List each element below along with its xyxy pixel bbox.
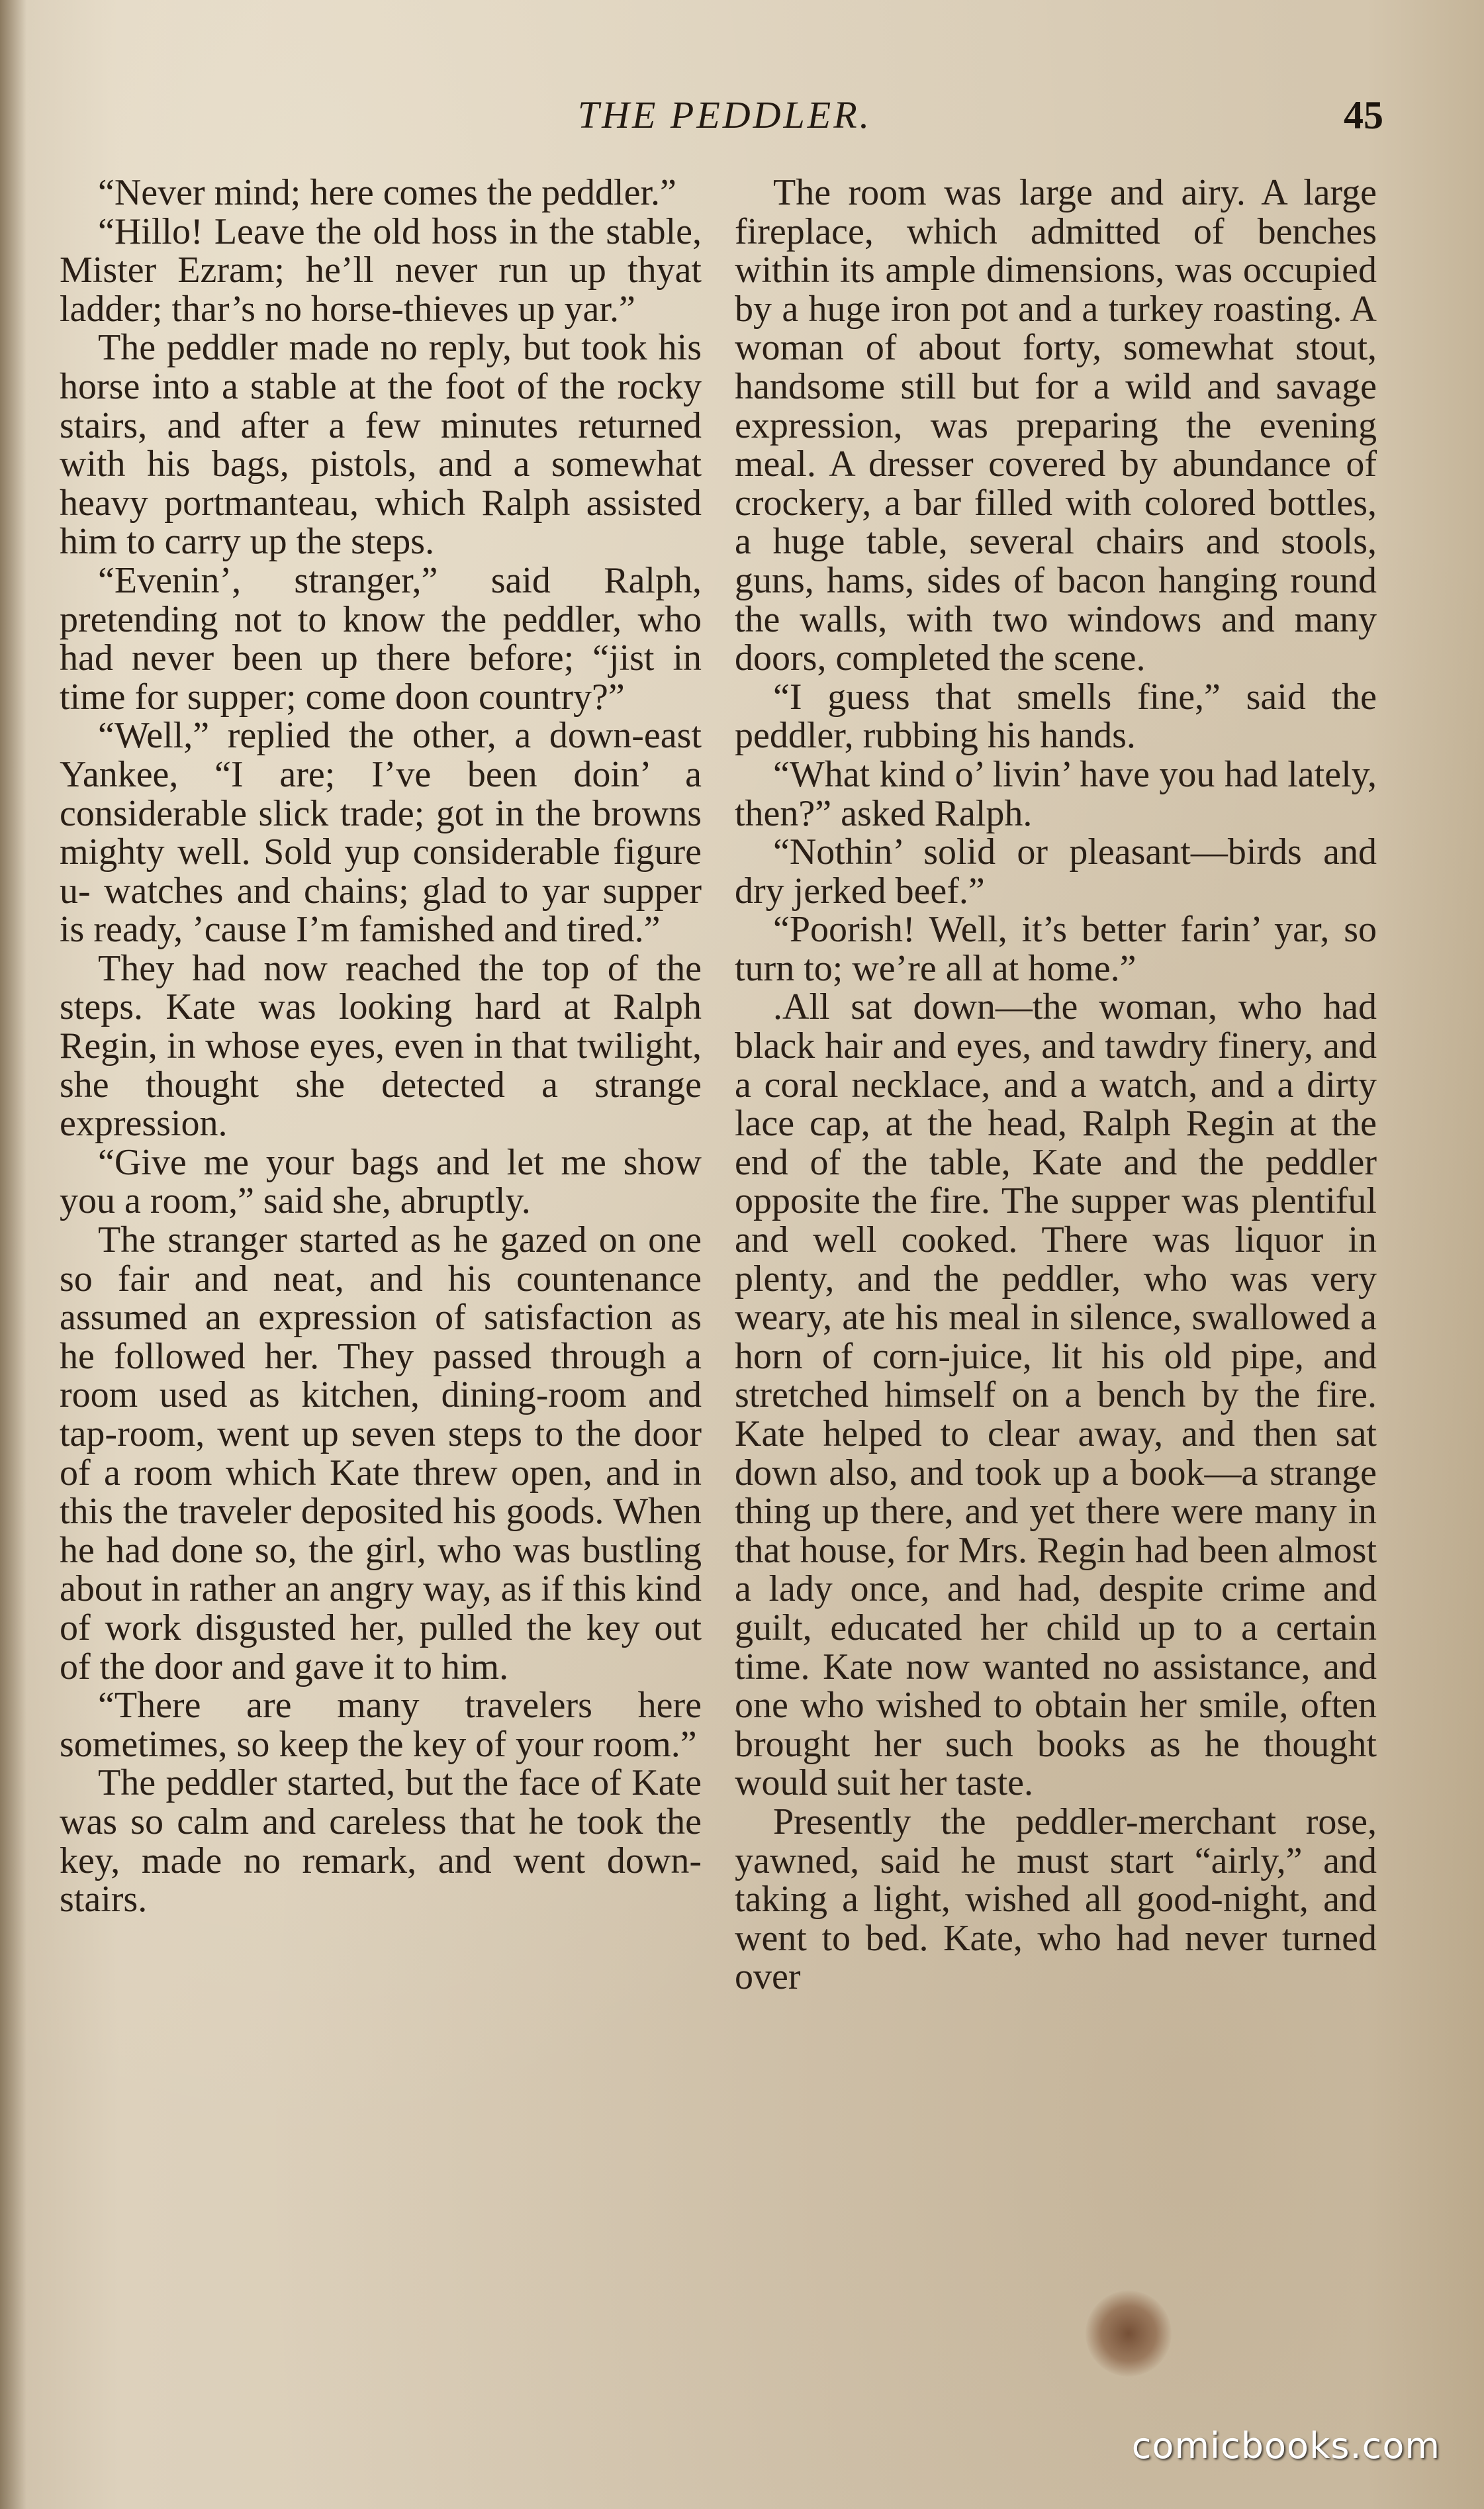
paragraph: “Nothin’ solid or pleasant—birds and dry jerked beef.” — [735, 831, 1377, 912]
paragraph: “Well,” replied the other, a down-east Yankee, “I are; I’ve been doin’ a considerable slick trade; got in the browns mighty well. Sold yup considerable figure u- watches and chains; glad to yar supper is ready, ’cause I’m famished and tired.” — [60, 715, 702, 951]
paragraph: “Evenin’, stranger,” said Ralph, pretending not to know the peddler, who had never been up there before; “jist in time for supper; come doon country?” — [60, 559, 702, 718]
paragraph: “Hillo! Leave the old hoss in the stable, Mister Ezram; he’ll never run up thyat ladder; thar’s no horse-thieves up yar.” — [60, 211, 702, 330]
page-number: 45 — [1344, 93, 1383, 137]
page-header — [60, 93, 1390, 152]
paragraph: The peddler started, but the face of Kate was so calm and careless that he took the key, made no remark, and went down-stairs. — [60, 1762, 702, 1920]
right-column — [735, 173, 1377, 1997]
paragraph: “Give me your bags and let me show you a room,” said she, abruptly. — [60, 1141, 702, 1222]
watermark: comicbooks.com — [1131, 2425, 1440, 2467]
running-title: THE PEDDLER. — [577, 93, 872, 136]
paragraph: The room was large and airy. A large fireplace, which admitted of benches within its ample dimensions, was occupied by a huge iron pot and a turkey roasting. A woman of about forty, somewhat stout, handsome still but for a wild and savage expression, was preparing the evening meal. A dresser covered by abundance of crockery, a bar filled with colored bottles, a huge table, several chairs and stools, guns, hams, sides of bacon hanging round the walls, with two windows and many doors, completed the scene. — [735, 172, 1377, 679]
paragraph: “I guess that smells fine,” said the peddler, rubbing his hands. — [735, 676, 1377, 757]
paragraph: The peddler made no reply, but took his horse into a stable at the foot of the rocky stairs, and after a few minutes returned with his bags, pistols, and a somewhat heavy portmanteau, which Ralph assisted him to carry up the steps. — [60, 327, 702, 563]
paragraph: Presently the peddler-merchant rose, yawned, said he must start “airly,” and taking a light, wished all good-night, and went to bed. Kate, who had never turned over — [735, 1801, 1377, 1998]
paragraph: “What kind o’ livin’ have you had lately, then?” asked Ralph. — [735, 753, 1377, 834]
paragraph: .All sat down—the woman, who had black hair and eyes, and tawdry finery, and a coral necklace, and a watch, and a dirty lace cap, at the head, Ralph Regin at the end of the table, Kate and the peddler opposite the fire. The supper was plentiful and well cooked. There was liquor in plenty, and the peddler, who was very weary, ate his meal in silence, swallowed a horn of corn-juice, lit his old pipe, and stretched himself on a bench by the fire. Kate helped to clear away, and then sat down also, and took up a book—a strange thing up there, and yet there were many in that house, for Mrs. Regin had been almost a lady once, and had, despite crime and guilt, educated her child up to a certain time. Kate now wanted no assistance, and one who wished to obtain her smile, often brought her such books as he thought would suit her taste. — [735, 986, 1377, 1804]
left-column — [60, 173, 702, 1919]
paragraph: “Poorish! Well, it’s better farin’ yar, so turn to; we’re all at home.” — [735, 909, 1377, 989]
ink-stain — [1086, 2291, 1172, 2377]
paragraph: They had now reached the top of the steps. Kate was looking hard at Ralph Regin, in whose eyes, even in that twilight, she thought she detected a strange expression. — [60, 947, 702, 1145]
page-edge-shadow — [0, 0, 26, 2509]
paragraph: “There are many travelers here sometimes, so keep the key of your room.” — [60, 1685, 702, 1765]
paragraph: “Never mind; here comes the peddler.” — [98, 172, 676, 213]
paragraph: The stranger started as he gazed on one so fair and neat, and his countenance assumed an expression of satisfaction as he followed her. They passed through a room used as kitchen, dining-room and tap-room, went up seven steps to the door of a room which Kate threw open, and in this the traveler deposited his goods. When he had done so, the girl, who was bustling about in rather an angry way, as if this kind of work disgusted her, pulled the key out of the door and gave it to him. — [60, 1219, 702, 1687]
